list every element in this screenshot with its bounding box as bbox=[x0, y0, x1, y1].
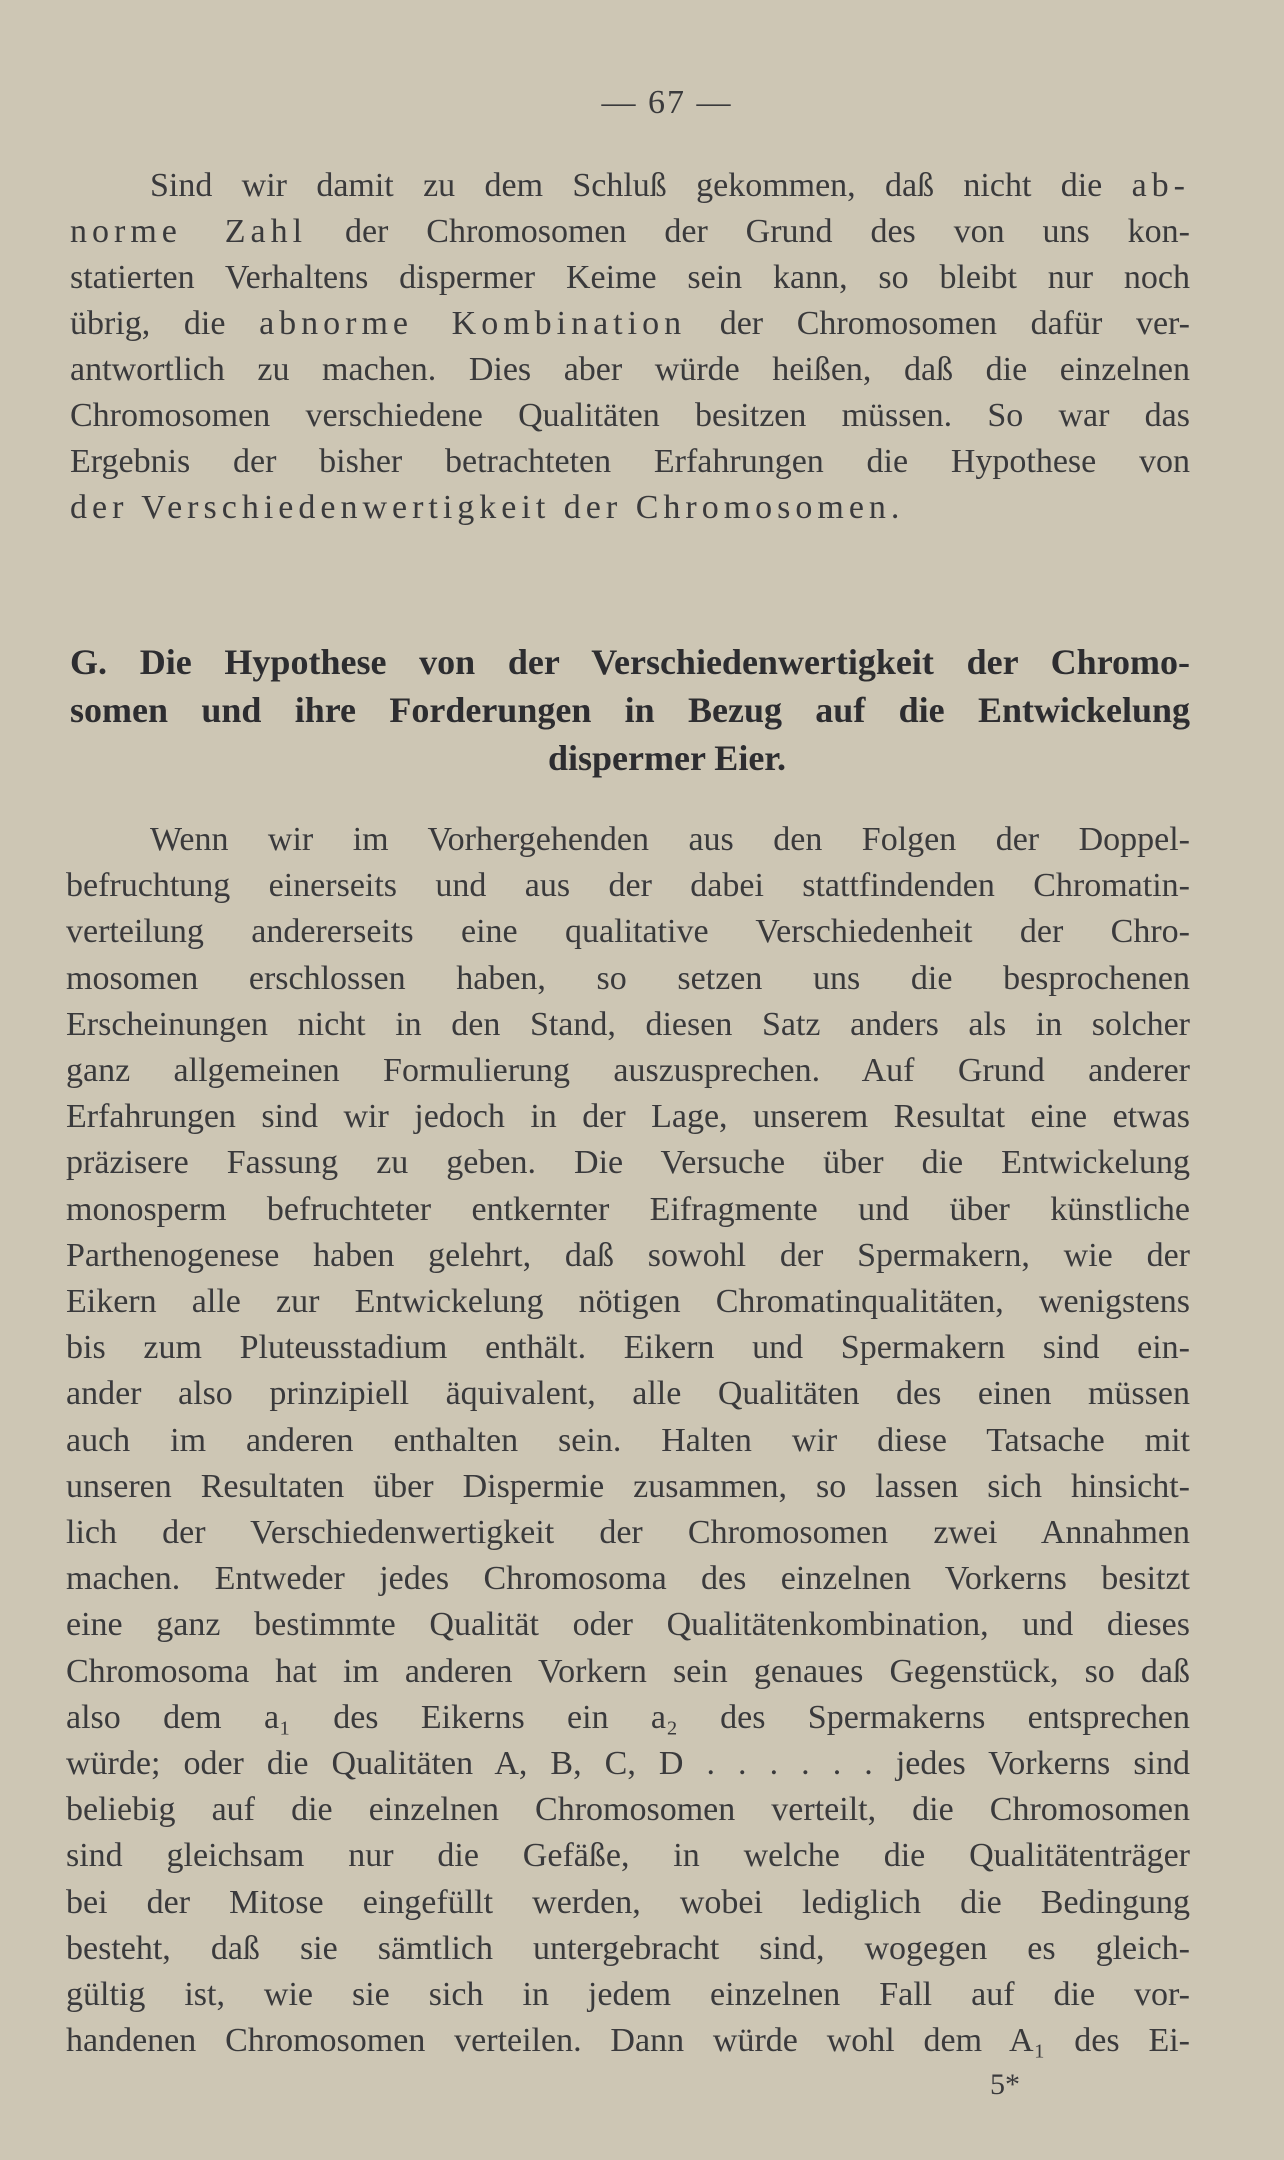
p1-line-3-text: statierten Verhaltens dispermer Keime sein kann, so bleibt nur noch bbox=[70, 259, 1190, 296]
p2-line-6: ganz allgemeinen Formulierung auszusprechen. Auf Grund anderer bbox=[66, 1052, 1190, 1089]
section-heading-line-1: G. Die Hypothese von der Verschiedenwertigkeit der Chromo- bbox=[70, 642, 1190, 682]
p1-line-4-text: übrig, die bbox=[70, 305, 260, 342]
p1-line-6 bbox=[70, 396, 1190, 436]
p2-line-14: auch im anderen enthalten sein. Halten wir diese Tatsache mit bbox=[66, 1422, 1190, 1459]
p2-line-19: Chromosoma hat im anderen Vorkern sein genaues Gegenstück, so daß bbox=[66, 1653, 1190, 1690]
section-heading-line-3: dispermer Eier. bbox=[548, 738, 786, 778]
p1-line-4 bbox=[70, 304, 1190, 344]
p2-line-24: bei der Mitose eingefüllt werden, wobei lediglich die Bedingung bbox=[66, 1884, 1190, 1921]
p1-line-5 bbox=[70, 350, 1190, 390]
p2-line-12: bis zum Pluteusstadium enthält. Eikern und Spermakern sind ein- bbox=[66, 1329, 1190, 1366]
p2-line-21: würde; oder die Qualitäten A, B, C, D . . . . . . jedes Vorkerns sind bbox=[66, 1745, 1190, 1782]
p2-line-27: handenen Chromosomen verteilen. Dann würde wohl dem A₁ des Ei- bbox=[66, 2022, 1190, 2059]
signature-mark: 5* bbox=[990, 2068, 1020, 2101]
p1-line-8-emphasis: der Verschiedenwertigkeit der Chromosomen bbox=[70, 489, 891, 526]
p2-line-15: unseren Resultaten über Dispermie zusammen, so lassen sich hinsicht- bbox=[66, 1468, 1190, 1505]
p2-line-25: besteht, daß sie sämtlich untergebracht sind, wogegen es gleich- bbox=[66, 1930, 1190, 1967]
p1-line-1-emphasis: ab- bbox=[1131, 167, 1190, 204]
p2-line-23: sind gleichsam nur die Gefäße, in welche die Qualitätenträger bbox=[66, 1837, 1190, 1874]
p1-line-4-emphasis: abnorme Kombination bbox=[259, 305, 687, 342]
p2-line-1: Wenn wir im Vorhergehenden aus den Folgen der Doppel- bbox=[150, 821, 1190, 858]
page-number: — 67 — bbox=[601, 84, 733, 121]
p2-line-16: lich der Verschiedenwertigkeit der Chromosomen zwei Annahmen bbox=[66, 1514, 1190, 1551]
p2-line-13: ander also prinzipiell äquivalent, alle Qualitäten des einen müssen bbox=[66, 1375, 1190, 1412]
p2-line-4: mosomen erschlossen haben, so setzen uns die besprochenen bbox=[66, 960, 1190, 997]
p2-line-26: gültig ist, wie sie sich in jedem einzelnen Fall auf die vor- bbox=[66, 1976, 1190, 2013]
p1-line-5-text: antwortlich zu machen. Dies aber würde heißen, daß die einzelnen bbox=[70, 351, 1190, 388]
p1-line-7-text: Ergebnis der bisher betrachteten Erfahrungen die Hypothese von bbox=[70, 443, 1190, 480]
p1-line-6-text: Chromosomen verschiedene Qualitäten besitzen müssen. So war das bbox=[70, 397, 1190, 434]
p2-line-7: Erfahrungen sind wir jedoch in der Lage, unserem Resultat eine etwas bbox=[66, 1098, 1190, 1135]
p2-line-17: machen. Entweder jedes Chromosoma des einzelnen Vorkerns besitzt bbox=[66, 1560, 1190, 1597]
p1-line-2-emphasis: norme Zahl bbox=[70, 213, 308, 250]
p1-line-8-text: . bbox=[890, 489, 900, 526]
p1-line-4-text-end: der Chromosomen dafür ver- bbox=[686, 305, 1190, 342]
p2-line-5: Erscheinungen nicht in den Stand, diesen Satz anders als in solcher bbox=[66, 1006, 1190, 1043]
p2-line-3: verteilung andererseits eine qualitative Verschiedenheit der Chro- bbox=[66, 913, 1190, 950]
p1-line-1-text: Sind wir damit zu dem Schluß gekommen, daß nicht die bbox=[150, 167, 1132, 204]
p2-line-22: beliebig auf die einzelnen Chromosomen verteilt, die Chromosomen bbox=[66, 1791, 1190, 1828]
p1-line-2-text: der Chromosomen der Grund des von uns kon- bbox=[307, 213, 1190, 250]
p1-line-2 bbox=[70, 212, 1190, 252]
p1-line-3 bbox=[70, 258, 1190, 298]
p2-line-8: präzisere Fassung zu geben. Die Versuche über die Entwickelung bbox=[66, 1144, 1190, 1181]
p2-line-20: also dem a₁ des Eikerns ein a₂ des Spermakerns entsprechen bbox=[66, 1699, 1190, 1736]
p2-line-11: Eikern alle zur Entwickelung nötigen Chromatinqualitäten, wenigstens bbox=[66, 1283, 1190, 1320]
section-heading-line-2: somen und ihre Forderungen in Bezug auf die Entwickelung bbox=[70, 690, 1190, 730]
p2-line-2: befruchtung einerseits und aus der dabei stattfindenden Chromatin- bbox=[66, 867, 1190, 904]
p1-line-1 bbox=[150, 166, 1190, 206]
p1-line-7 bbox=[70, 442, 1190, 482]
p2-line-18: eine ganz bestimmte Qualität oder Qualitätenkombination, und dieses bbox=[66, 1606, 1190, 1643]
p2-line-10: Parthenogenese haben gelehrt, daß sowohl der Spermakern, wie der bbox=[66, 1237, 1190, 1274]
p1-line-8 bbox=[70, 488, 899, 528]
p2-line-9: monosperm befruchteter entkernter Eifragmente und über künstliche bbox=[66, 1191, 1190, 1228]
